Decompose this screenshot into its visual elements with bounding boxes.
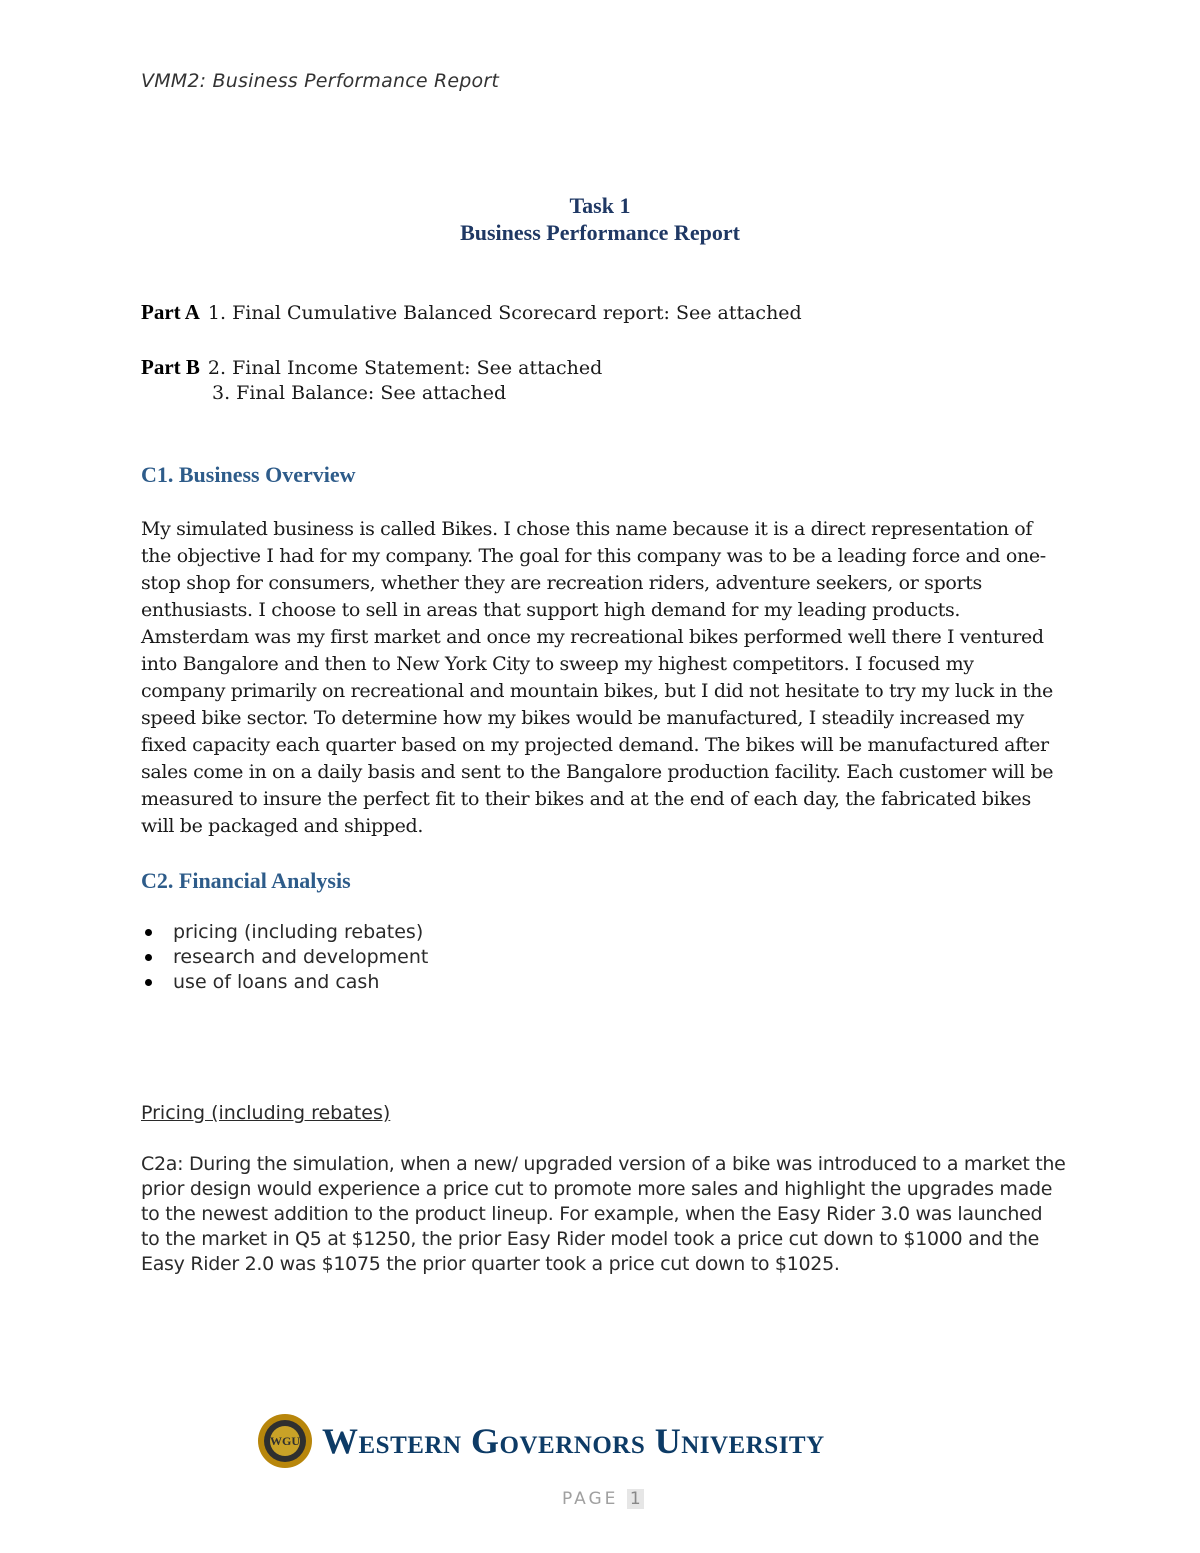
page-number-value: 1 — [627, 1489, 644, 1509]
c2-bullet-list — [141, 920, 428, 995]
bullet-text: use of loans and cash — [173, 971, 380, 993]
seal-monogram: WGU — [270, 1426, 300, 1456]
part-b-label: Part B — [141, 355, 200, 379]
list-item — [141, 970, 428, 995]
document-title — [0, 192, 1200, 246]
title-task: Task 1 — [569, 193, 631, 218]
c2-heading: C2. Financial Analysis — [141, 868, 351, 893]
page-label: PAGE — [562, 1489, 619, 1509]
title-report: Business Performance Report — [460, 220, 740, 245]
part-b-item-1: 2. Final Income Statement: See attached — [207, 357, 603, 379]
c1-heading: C1. Business Overview — [141, 462, 356, 487]
list-item — [141, 945, 428, 970]
list-item — [141, 920, 428, 945]
bullet-text: research and development — [173, 946, 429, 968]
bullet-icon — [145, 979, 152, 986]
bullet-text: pricing (including rebates) — [173, 921, 424, 943]
wgu-seal-icon — [258, 1414, 312, 1468]
pricing-subheading: Pricing (including rebates) — [141, 1102, 391, 1124]
c1-paragraph: My simulated business is called Bikes. I chose this name because it is a direct representation of the objective I had for my company. The goal for this company was to be a leading force and one-stop shop for consumers, whether they are recreation riders, adventure seekers, or sports enthusiasts. I choose to sell in areas that support high demand for my leading products. Amsterdam was my first market and once my recreational bikes performed well there I ventured into Bangalore and then to New York City to sweep my highest competitors. I focused my company primarily on recreational and mountain bikes, but I did not hesitate to try my luck in the speed bike sector. To determine how my bikes would be manufactured, I steadily increased my fixed capacity each quarter based on my projected demand. The bikes will be manufactured after sales come in on a daily basis and sent to the Bangalore production facility. Each customer will be measured to insure the perfect fit to their bikes and at the end of each day, the fabricated bikes will be packaged and shipped. — [141, 518, 1054, 837]
part-a-label: Part A — [141, 300, 200, 324]
part-b-line — [141, 355, 602, 380]
running-header: VMM2: Business Performance Report — [141, 70, 500, 92]
c2a-paragraph: C2a: During the simulation, when a new/ upgraded version of a bike was introduced to a market the prior design would experience a price cut to promote more sales and highlight the upgrades made to the newest addition to the product lineup. For example, when the Easy Rider 3.0 was launched to the market in Q5 at $1250, the prior Easy Rider model took a price cut down to $1000 and the Easy Rider 2.0 was $1075 the prior quarter took a price cut down to $1025. — [141, 1153, 1066, 1275]
part-a-item: 1. Final Cumulative Balanced Scorecard report: See attached — [207, 302, 802, 324]
page-number — [562, 1489, 644, 1509]
bullet-icon — [145, 929, 152, 936]
wgu-logo — [258, 1413, 825, 1469]
part-a-line — [141, 300, 802, 325]
wgu-wordmark: Western Governors University — [322, 1421, 825, 1461]
part-b-item-2: 3. Final Balance: See attached — [212, 382, 507, 404]
bullet-icon — [145, 954, 152, 961]
